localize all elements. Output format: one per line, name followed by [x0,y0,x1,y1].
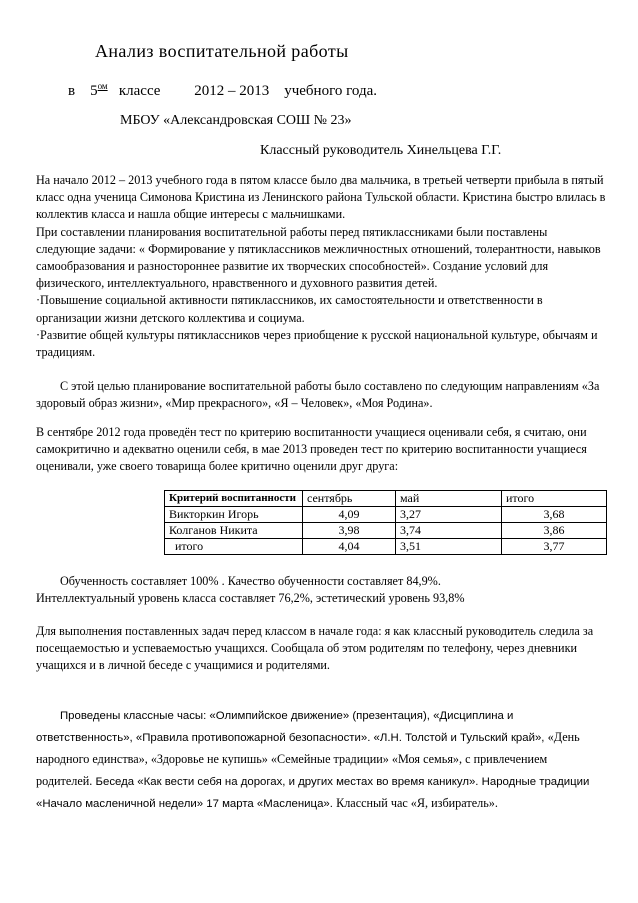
school-name: МБОУ «Александровская СОШ № 23» [120,113,352,128]
document-title: Анализ воспитательной работы [95,41,349,61]
table-cell: 3,27 [396,507,502,523]
events-paragraph [36,706,606,815]
parents-section [36,623,606,675]
table-cell: 3,51 [396,539,502,555]
table-row [165,539,607,555]
table-cell: 3,98 [303,523,396,539]
events-part: Проведены классные часы: «Олимпийское движение» (презентация), «Дисциплина и ответственность», «Правила противопожарной безопасности». «Л.Н. Толстой и Тульский край», [36,710,545,744]
task-bullet: ·Развитие общей культуры пятиклассников через приобщение к русской национальной культуре, обычаям и традициям. [36,327,598,360]
table-cell: 3,77 [502,539,607,555]
results-line: Интеллектуальный уровень класса составляет 76,2%, эстетический уровень 93,8% [36,591,465,606]
events-part: «День народного единства», «Здоровье не купишь» «Семейные традиции» «Моя семья», с привлечением родителей. [36,730,580,788]
results-line: Обученность составляет 100% . Качество обученности составляет 84,9%. [60,574,441,588]
class-number: $5^{ом}$ [90,81,108,99]
table-row [165,507,607,523]
results-section [36,573,606,607]
parents-paragraph: Для выполнения поставленных задач перед классом в начале года: я как классный руководитель следила за посещаемостью и успеваемостью учащихся. Сообщала об этом родителям по телефону, через дневники учащихся и в личной беседе с учащимися и родителями. [36,624,594,673]
test-paragraph: В сентябре 2012 года проведён тест по критерию воспитанности учащиеся оценивали себя, я считаю, они самокритично и адекватно оценили себя, в мае 2013 проведен тест по критерию воспитанности учащиеся оценивали, уже своего товарища более критично оценили друг друга: [36,425,587,474]
test-section [36,424,606,476]
table-cell: 3,68 [502,507,607,523]
events-part: Классный час «Я, избиратель». [336,796,498,810]
table-cell: 4,04 [303,539,396,555]
table-cell: Колганов Никита [165,523,303,539]
class-year-line [68,81,377,100]
table-cell: Викторкин Игорь [165,507,303,523]
events-section [36,706,606,815]
class-prefix: в [68,83,76,99]
table-header-cell: май [396,491,502,507]
table-row [165,523,607,539]
years-suffix: учебного года. [284,83,377,99]
upbringing-table [164,490,607,555]
table-cell: 3,74 [396,523,502,539]
class-suffix: ом [97,81,108,91]
table-cell: 4,09 [303,507,396,523]
table-header-cell: сентябрь [303,491,396,507]
table-cell: итого [165,539,303,555]
task-bullet: ·Повышение социальной активности пятиклассников, их самостоятельности и ответственности в организации жизни детского коллектива и социума. [36,293,543,325]
directions-paragraph: С этой целью планирование воспитательной работы было составлено по следующим направлениям «За здоровый образ жизни», «Мир прекрасного», «Я – Человек», «Моя Родина». [36,379,600,411]
events-part: Беседа «Как вести себя на дорогах, и других местах во время каникул». Народные традиции «Начало масленичной недели» 17 марта «Масленица». [36,776,590,810]
intro-paragraph: На начало 2012 – 2013 учебного года в пятом классе было два мальчика, в третьей четверти прибыла в пятый класс одна ученица Симонова Кристина из Ленинского района Тульской области. Кристина быстро влилась в коллектив класса и нашла общие интересы с мальчишками. [36,173,606,222]
table-cell: 3,86 [502,523,607,539]
table-header-cell: итого [502,491,607,507]
table-header-cell: Критерий воспитанности [165,491,303,507]
class-teacher: Классный руководитель Хинельцева Г.Г. [260,143,502,158]
tasks-paragraph: При составлении планирования воспитательной работы перед пятиклассниками были поставлены следующие задачи: « Формирование у пятиклассников межличностных отношений, толерантности, навыков самообразования и разностороннее развитие их творческих способностей». Создание условий для физического, интеллектуального, нравственного и духовного развития детей. [36,224,601,291]
class-word: классе [118,83,161,99]
table-header-row [165,491,607,507]
school-years: 2012 – 2013 [194,83,270,99]
directions-section [36,378,606,412]
intro-section [36,172,606,361]
